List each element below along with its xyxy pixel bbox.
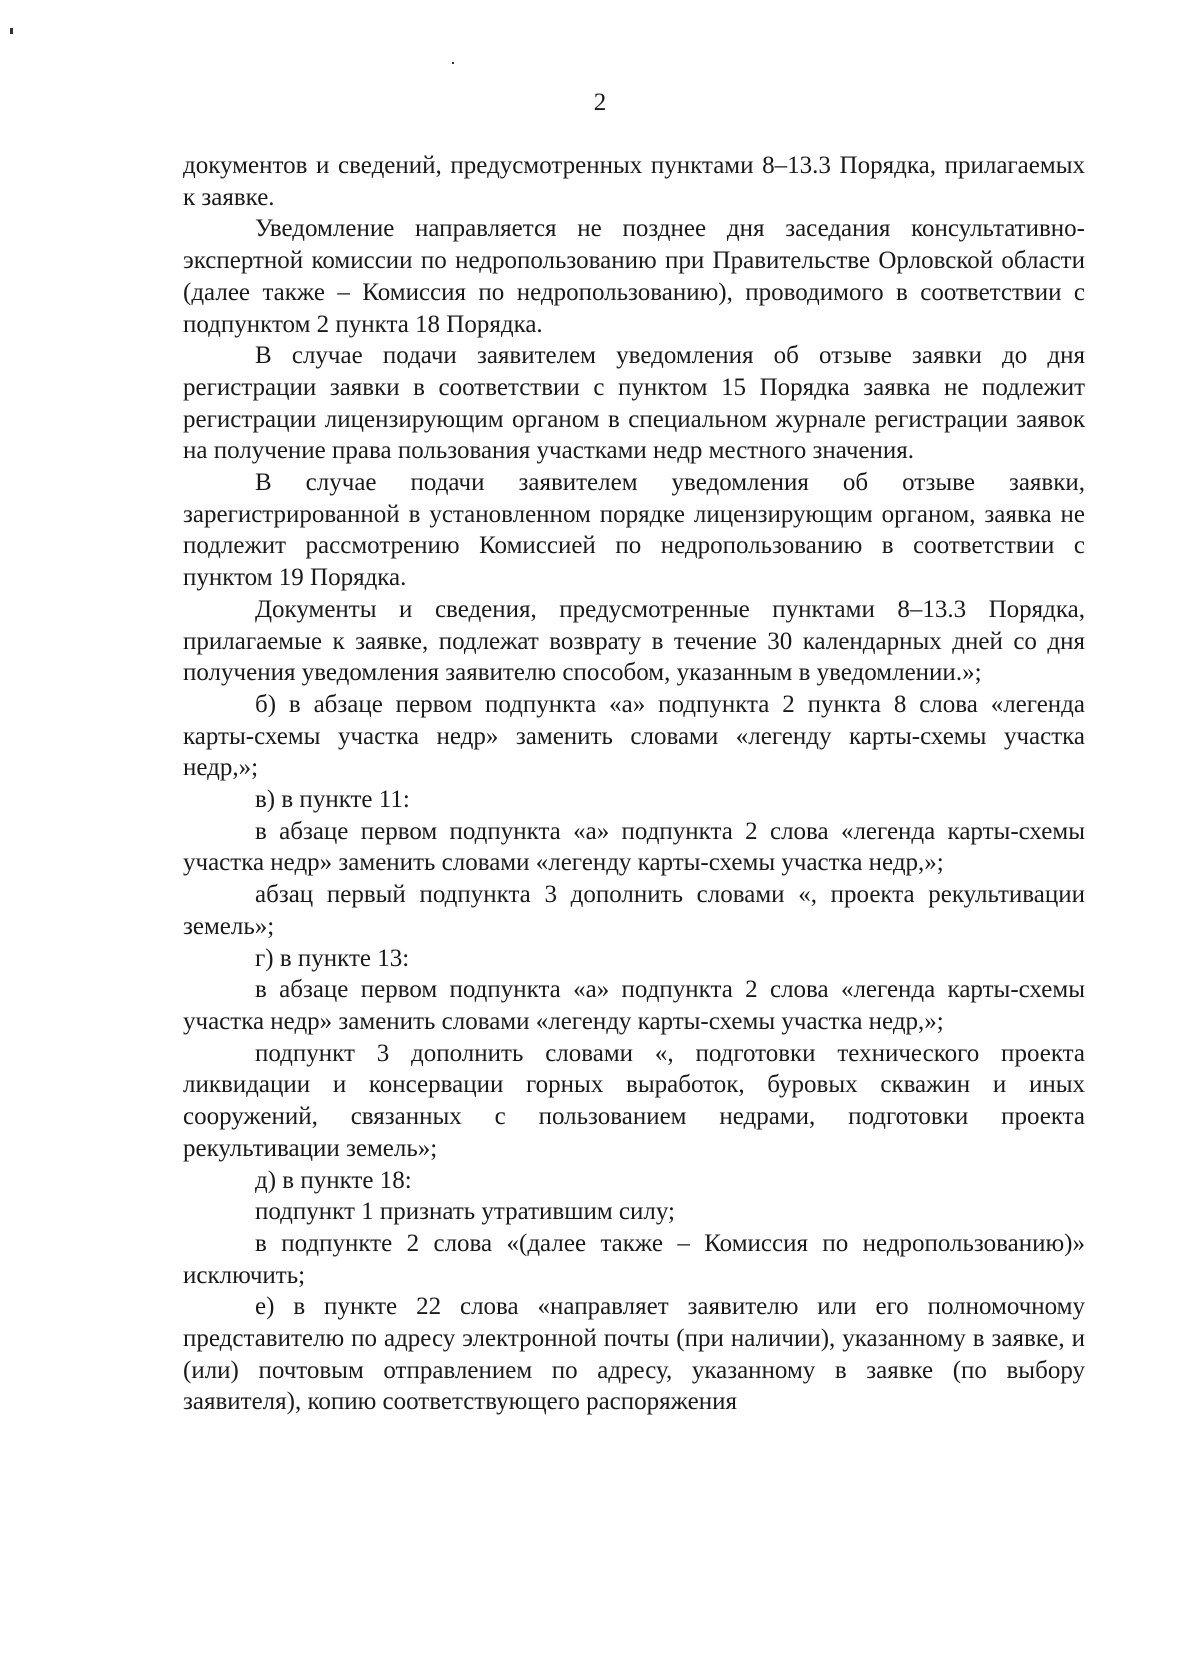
paragraph: в) в пункте 11:	[255, 786, 410, 814]
document-body	[183, 150, 1085, 1418]
paragraph: подпункт 3 дополнить словами «, подготовки технического проекта ликвидации и консервации горных выработок, буровых скважин и иных сооружений, связанных с пользованием недрами, подготовки проекта рекультивации земель»;	[183, 1039, 1085, 1162]
paragraph: в подпункте 2 слова «(далее также – Комиссия по недропользованию)» исключить;	[183, 1229, 1085, 1289]
scan-mark	[10, 28, 13, 34]
paragraph: документов и сведений, предусмотренных пунктами 8–13.3 Порядка, прилагаемых к заявке.	[183, 152, 1085, 211]
paragraph: подпункт 1 признать утратившим силу;	[255, 1198, 675, 1226]
paragraph: Уведомление направляется не позднее дня заседания консультативно-экспертной комиссии по недропользованию при Правительстве Орловской области (далее также – Комиссия по недропользованию), проводимого в соответствии с подпунктом 2 пункта 18 Порядка.	[183, 215, 1085, 338]
paragraph: в абзаце первом подпункта «а» подпункта 2 слова «легенда карты-схемы участка недр» заменить словами «легенду карты-схемы участка недр,»;	[183, 817, 1085, 877]
paragraph: д) в пункте 18:	[255, 1166, 412, 1194]
page-number: 2	[593, 89, 607, 116]
paragraph: в абзаце первом подпункта «а» подпункта 2 слова «легенда карты-схемы участка недр» заменить словами «легенду карты-схемы участка недр,»;	[183, 976, 1085, 1035]
paragraph: В случае подачи заявителем уведомления об отзыве заявки до дня регистрации заявки в соответствии с пунктом 15 Порядка заявка не подлежит регистрации лицензирующим органом в специальном журнале регистрации заявок на получение права пользования участками недр местного значения.	[183, 342, 1085, 465]
paragraph: В случае подачи заявителем уведомления об отзыве заявки, зарегистрированной в установленном порядке лицензирующим органом, заявка не подлежит рассмотрению Комиссией по недропользованию в соответствии с пунктом 19 Порядка.	[183, 469, 1085, 592]
paragraph: б) в абзаце первом подпункта «а» подпункта 2 пункта 8 слова «легенда карты-схемы участка недр» заменить словами «легенду карты-схемы участка недр,»;	[183, 690, 1085, 782]
paragraph: е) в пункте 22 слова «направляет заявителю или его полномочному представителю по адресу электронной почты (при наличии), указанному в заявке, и (или) почтовым отправлением по адресу, указанному в заявке (по выбору заявителя), копию соответствующего распоряжения	[183, 1293, 1085, 1416]
paragraph: Документы и сведения, предусмотренные пунктами 8–13.3 Порядка, прилагаемые к заявке, подлежат возврату в течение 30 календарных дней со дня получения уведомления заявителю способом, указанным в уведомлении.»;	[183, 595, 1085, 687]
paragraph: абзац первый подпункта 3 дополнить словами «, проекта рекультивации земель»;	[183, 881, 1085, 940]
paragraph: г) в пункте 13:	[255, 944, 410, 972]
scan-mark	[452, 62, 454, 64]
